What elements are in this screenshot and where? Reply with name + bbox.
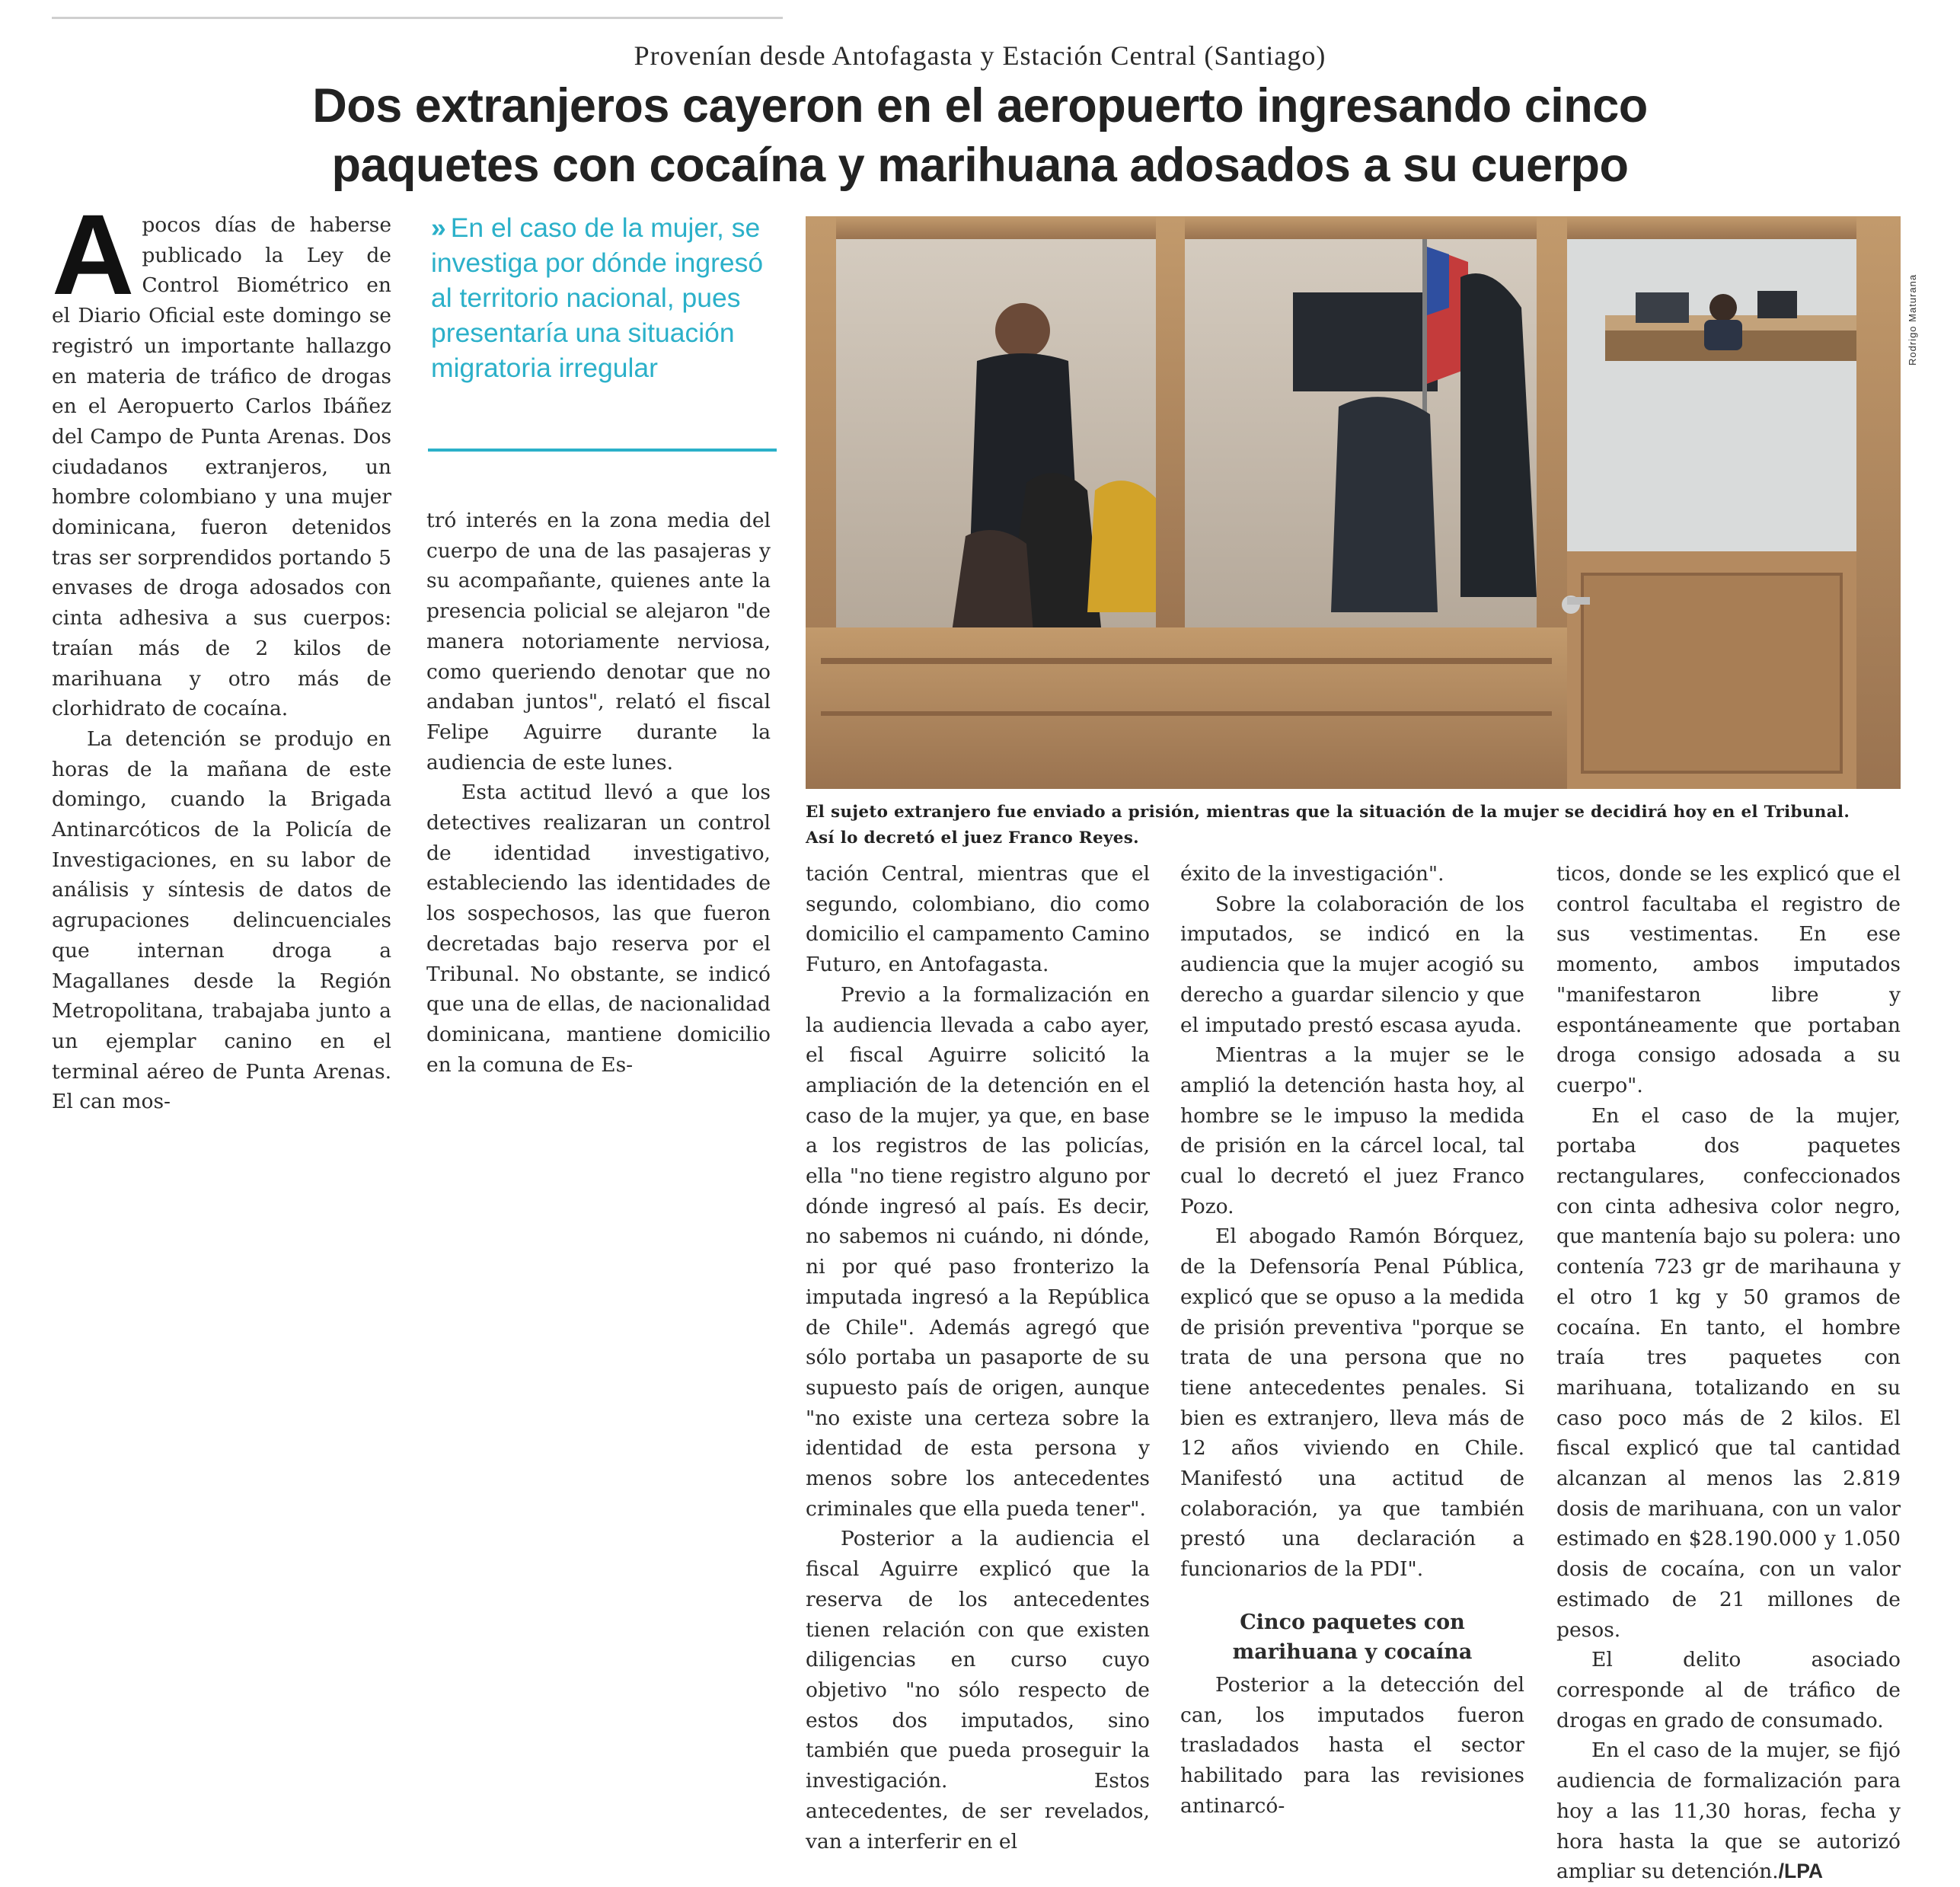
author-signature: /LPA bbox=[1778, 1860, 1824, 1883]
caption-line-1: El sujeto extranjero fue enviado a prisión, mientras que la situación de la mujer se decidirá hoy en el Tribunal. bbox=[806, 803, 1850, 822]
article-paragraph: Posterior a la audiencia el fiscal Aguirre explicó que la reserva de los antecedentes tienen relación con que existen diligencias en curso cuyo objetivo "no sólo respecto de estos dos imputados, sino también que pueda proseguir la investigación. Estos antecedentes, de ser revelados, van a interferir en el bbox=[806, 1527, 1150, 1853]
article-paragraph: En el caso de la mujer, portaba dos paquetes rectangulares, confeccionados con cinta adhesiva color negro, que mantenía bajo su polera: uno contenía 723 gr de marihauna y el otro 1 kg y 50 gramos de cocaína. En tanto, el hombre traía tres paquetes con marihuana, totalizando en su caso poco más de 2 kilos. El fiscal explicó que tal cantidad alcanzan al menos las 2.819 dosis de marihuana, con un valor estimado en $28.190.000 y 1.050 dosis de cocaína, con un valor estimado de 21 millones de pesos. bbox=[1556, 1103, 1901, 1642]
article-paragraph: En el caso de la mujer, se fijó audiencia de formalización para hoy a las 11,30 horas, fecha y hora hasta la que se autorizó ampliar su detención./LPA bbox=[1556, 1739, 1901, 1884]
article-column-3 bbox=[806, 859, 1150, 1857]
drop-cap: A bbox=[52, 190, 135, 318]
top-rule bbox=[52, 17, 783, 19]
article-paragraph: La detención se produjo en horas de la mañana de este domingo, cuando la Brigada Antinarcóticos de la Policía de Investigaciones, en su labor de análisis y síntesis de datos de agrupaciones delincuenciales que internan droga a Magallanes desde la Región Metropolitana, trabajaba junto a un ejemplar canino en el terminal aéreo de Punta Arenas. El can mos- bbox=[52, 726, 391, 1114]
article-paragraph: éxito de la investigación". bbox=[1180, 862, 1444, 886]
article-paragraph: Apocos días de haberse publicado la Ley de Control Biométrico en el Diario Oficial este domingo se registró un importante hallazgo en materia de tráfico de drogas en el Aeropuerto Carlos Ibáñez del Campo de Punta Arenas. Dos ciudadanos extranjeros, un hombre colombiano y una mujer dominicana, fueron detenidos tras ser sorprendidos portando 5 envases de droga adosados con cinta adhesiva a sus cuerpos: traían más de 2 kilos de marihuana y otro más de clorhidrato de cocaína. bbox=[52, 190, 391, 721]
double-chevron-icon: » bbox=[431, 212, 442, 243]
pull-quote bbox=[431, 210, 775, 385]
photo-credit: Rodrigo Maturana bbox=[1907, 273, 1918, 366]
photo-caption bbox=[806, 800, 1902, 851]
article-column-5 bbox=[1556, 859, 1901, 1887]
headline bbox=[168, 76, 1792, 195]
pull-quote-rule bbox=[428, 449, 777, 452]
subhead-line-1: Cinco paquetes con bbox=[1240, 1610, 1465, 1634]
article-paragraph: Posterior a la detección del can, los imputados fueron trasladados hasta el sector habilitado para las revisiones antinarcó- bbox=[1180, 1672, 1524, 1818]
headline-line-2: paquetes con cocaína y marihuana adosados a su cuerpo bbox=[331, 139, 1629, 192]
pull-quote-text: En el caso de la mujer, se investiga por dónde ingresó al territorio nacional, pues presentaría una situación migratoria irregular bbox=[431, 212, 764, 383]
kicker: Provenían desde Antofagasta y Estación Central (Santiago) bbox=[634, 40, 1326, 71]
article-paragraph: El delito asociado corresponde al de tráfico de drogas en grado de consumado. bbox=[1556, 1648, 1901, 1732]
article-paragraph: El abogado Ramón Bórquez, de la Defensoría Penal Pública, explicó que se opuso a la medida de prisión preventiva "porque se trata de una persona que no tiene antecedentes penales. Si bien es extranjero, lleva más de 12 años viviendo en Chile. Manifestó una actitud de colaboración, ya que también prestó una declaración a funcionarios de la PDI". bbox=[1180, 1224, 1524, 1582]
section-subhead bbox=[1180, 1608, 1524, 1667]
article-column-4 bbox=[1180, 859, 1524, 1821]
headline-line-1: Dos extranjeros cayeron en el aeropuerto ingresando cinco bbox=[312, 79, 1648, 133]
subhead-line-2: marihuana y cocaína bbox=[1232, 1640, 1473, 1664]
article-paragraph: Previo a la formalización en la audiencia llevada a cabo ayer, el fiscal Aguirre solicitó la ampliación de la detención en el caso de la mujer, ya que, en base a los registros de las policías, ella "no tiene registro alguno por dónde ingresó al país. Es decir, no sabemos ni cuándo, ni dónde, ni por qué paso fronterizo la imputada ingresó a la República de Chile". Además agregó que sólo portaba un pasaporte de su supuesto país de origen, aunque "no existe una certeza sobre la identidad de esta persona y menos sobre los antecedentes criminales que ella pueda tener". bbox=[806, 982, 1150, 1521]
article-paragraph: Sobre la colaboración de los imputados, se indicó en la audiencia que la mujer acogió su derecho a guardar silencio y que el imputado prestó escasa ayuda. bbox=[1180, 892, 1524, 1037]
article-paragraph: tación Central, mientras que el segundo, colombiano, dio como domicilio el campamento Camino Futuro, en Antofagasta. bbox=[806, 862, 1150, 977]
article-paragraph: Esta actitud llevó a que los detectives realizaran un control de identidad investigativo, estableciendo las identidades de los sospechosos, las que fueron decretadas bajo reserva por el Tribunal. No obstante, se indicó que una de ellas, de nacionalidad dominicana, mantiene domicilio en la comuna de Es- bbox=[426, 781, 771, 1077]
article-paragraph: ticos, donde se les explicó que el control facultaba el registro de sus vestimentas. En ese momento, ambos imputados "manifestaron libre y espontáneamente que portaban droga consigo adosada a su cuerpo". bbox=[1556, 862, 1901, 1097]
courtroom-illustration bbox=[806, 216, 1901, 789]
article-column-1 bbox=[52, 190, 391, 1117]
courtroom-photo bbox=[806, 216, 1901, 789]
article-paragraph: tró interés en la zona media del cuerpo de una de las pasajeras y su acompañante, quienes ante la presencia policial se alejaron "de manera notoriamente nerviosa, como queriendo denotar que no andaban juntos", relató el fiscal Felipe Aguirre durante la audiencia de este lunes. bbox=[426, 509, 771, 774]
article-column-2 bbox=[426, 506, 771, 1080]
article-paragraph: Mientras a la mujer se le amplió la detención hasta hoy, al hombre se le impuso la medida de prisión en la cárcel local, tal cual lo decretó el juez Franco Pozo. bbox=[1180, 1043, 1524, 1218]
caption-line-2: Así lo decretó el juez Franco Reyes. bbox=[806, 829, 1139, 848]
